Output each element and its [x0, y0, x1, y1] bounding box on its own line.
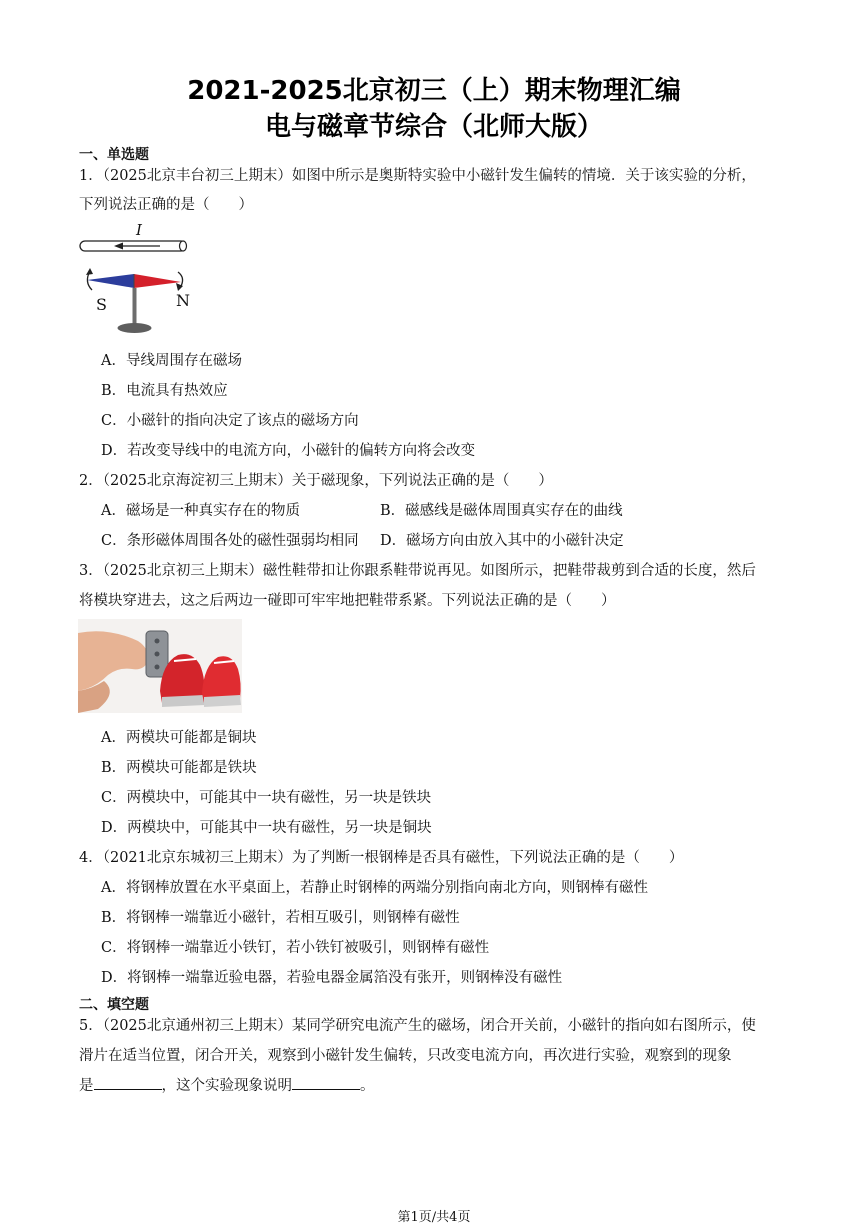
section-heading-single-choice: 一、单选题	[79, 147, 149, 163]
q4-option-a: A．将钢棒放置在水平桌面上，若静止时钢棒的两端分别指向南北方向，则钢棒有磁性	[101, 880, 648, 896]
answer-blank-1[interactable]	[94, 1075, 162, 1090]
section-heading-fill-in: 二、填空题	[79, 997, 149, 1013]
q3-option-c: C．两模块中，可能其中一块有磁性，另一块是铁块	[101, 790, 432, 806]
q5-text-a: 是	[79, 1078, 94, 1094]
q5-text-b: ，这个实验现象说明	[161, 1078, 292, 1094]
q4-option-d: D．将钢棒一端靠近验电器，若验电器金属箔没有张开，则钢棒没有磁性	[101, 970, 563, 986]
q4-option-b: B．将钢棒一端靠近小磁针，若相互吸引，则钢棒有磁性	[101, 910, 460, 926]
north-label: N	[176, 291, 190, 310]
q2-option-d: D．磁场方向由放入其中的小磁针决定	[380, 533, 624, 549]
question-5-stem: 5．（2025北京通州初三上期末）某同学研究电流产生的磁场，闭合开关前，小磁针的指向如右图所示，使	[79, 1018, 756, 1034]
question-3-stem-cont: 将模块穿进去，这之后两边一碰即可牢牢地把鞋带系紧。下列说法正确的是（ ）	[79, 593, 616, 609]
document-subtitle: 电与磁章节综合（北师大版）	[264, 112, 603, 142]
q1-option-c: C．小磁针的指向决定了该点的磁场方向	[101, 413, 359, 429]
q2-option-c: C．条形磁体周围各处的磁性强弱均相同	[101, 533, 359, 549]
compass-stand-post	[133, 288, 137, 326]
q3-option-b: B．两模块可能都是铁块	[101, 760, 257, 776]
q2-option-b: B．磁感线是磁体周围真实存在的曲线	[380, 503, 623, 519]
document-title: 2021-2025北京初三（上）期末物理汇编	[187, 76, 681, 106]
answer-blank-2[interactable]	[292, 1075, 360, 1090]
south-label: S	[96, 295, 107, 314]
q1-option-b: B．电流具有热效应	[101, 383, 228, 399]
wire-end	[180, 241, 187, 251]
q4-option-c: C．将钢棒一端靠近小铁钉，若小铁钉被吸引，则钢棒有磁性	[101, 940, 490, 956]
buckle-hole	[155, 665, 160, 670]
buckle-hole	[155, 652, 160, 657]
shoe-sole-left	[162, 695, 205, 707]
question-1-stem-cont: 下列说法正确的是（ ）	[79, 197, 253, 213]
question-2-stem: 2．（2025北京海淀初三上期末）关于磁现象，下列说法正确的是（ ）	[79, 473, 553, 489]
question-4-stem: 4．（2021北京东城初三上期末）为了判断一根钢棒是否具有磁性，下列说法正确的是（ ）	[79, 850, 684, 866]
q3-option-a: A．两模块可能都是铜块	[101, 730, 257, 746]
buckle-hole	[155, 639, 160, 644]
q3-option-d: D．两模块中，可能其中一块有磁性，另一块是铜块	[101, 820, 432, 836]
q2-option-a: A．磁场是一种真实存在的物质	[101, 503, 300, 519]
question-1-stem: 1．（2025北京丰台初三上期末）如图中所示是奥斯特实验中小磁针发生偏转的情境．关于该实验的分析，	[79, 168, 756, 184]
rotation-arrowhead-left	[86, 268, 93, 275]
question-3-stem: 3．（2025北京初三上期末）磁性鞋带扣让你跟系鞋带说再见。如图所示，把鞋带裁剪到合适的长度，然后	[79, 563, 756, 579]
q1-option-d: D．若改变导线中的电流方向，小磁针的偏转方向将会改变	[101, 443, 476, 459]
oersted-experiment-figure	[76, 222, 196, 338]
question-5-stem-blanks	[79, 1074, 375, 1095]
needle-south-half	[87, 274, 134, 288]
needle-north-half	[134, 274, 181, 288]
compass-stand-base	[118, 323, 152, 333]
magnetic-shoelace-photo	[78, 619, 242, 713]
page-footer: 第1页/共4页	[397, 1210, 471, 1225]
question-5-stem-cont: 滑片在适当位置，闭合开关，观察到小磁针发生偏转，只改变电流方向，再次进行实验，观察到的现象	[79, 1048, 732, 1064]
shoe-sole-right	[204, 695, 241, 707]
current-label: I	[136, 222, 142, 239]
q1-option-a: A．导线周围存在磁场	[101, 353, 242, 369]
q5-text-c: 。	[360, 1078, 375, 1094]
